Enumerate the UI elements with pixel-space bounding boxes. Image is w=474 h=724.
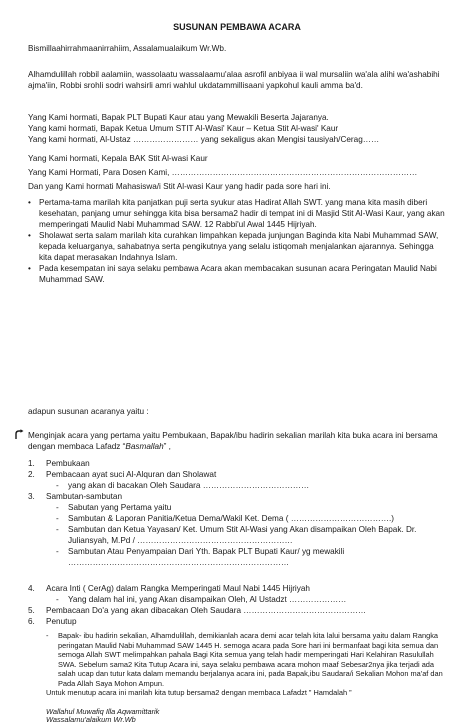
bullet-item: • Sholawat serta salam marilah kita curahkan limpahkan kepada junjungan Baginda kita Nabi Muhammad SAW, kepada keluarganya, sahabatnya serta pengikutnya yang selalu istiqomah menjalankan ajarannya. Sehingga kita dapat merasakan Indahnya Islam. [28, 230, 448, 263]
agenda-text: Acara Inti ( CerAg) dalam Rangka Memperingati Maul Nabi 1445 Hijriyah [46, 584, 310, 593]
bullet-item: • Pertama-tama marilah kita panjatkan puji serta syukur atas Hadirat Allah SWT. yang mana kita masih diberi kesehatan, panjang umur sehingga kita bisa bersama2 hadir di tempat ini di Masjid Stit Al-Wasi Kaur, yang akan memperingati Maulid Nabi Muhammad SAW. 12 Rabbi'ul Awal 1445 Hijriyah. [28, 197, 448, 230]
greeting-dosen: Yang Kami Hormati, Para Dosen Kami, ……………………………………………………………………………… [28, 168, 418, 177]
opening-announcement [28, 430, 448, 452]
opening-bullets [28, 197, 448, 285]
agenda-subitem: - Sambutan dan Ketua Yayasan/ Ket. Umum Stit Al-Wasi yang Akan disampaikan Oleh Bapak. Dr. Juliansyah, M.Pd / ………………………………………………… [56, 524, 444, 546]
greeting-line: Yang Kami hormati, Bapak PLT Bupati Kaur atau yang Mewakili Beserta Jajaranya. [28, 113, 329, 122]
hamdalah-closing: Untuk menutup acara ini marilah kita tutup bersama2 dengan membaca Lafadzt ” Hamdalah ” [46, 688, 352, 697]
agenda-item [28, 583, 444, 605]
document-title: SUSUNAN PEMBAWA ACARA [173, 22, 301, 32]
agenda-item [28, 491, 444, 568]
agenda-item [28, 616, 444, 627]
agenda-number: 1. [28, 459, 35, 468]
agenda-subitem: - Sabutan yang Pertama yaitu [56, 502, 444, 513]
greeting-line: Yang kami hormati, Bapak Ketua Umum STIT Al-Wasi' Kaur – Ketua Stit Al-wasi' Kaur [28, 124, 339, 133]
agenda-item [28, 458, 444, 469]
agenda-item [28, 605, 444, 616]
agenda-number: 4. [28, 584, 35, 593]
greeting-list [28, 112, 448, 145]
agenda-number: 3. [28, 492, 35, 501]
agenda-number: 6. [28, 617, 35, 626]
greeting-line: Yang kami hormati, Al-Ustaz …………………… yang sekaligus akan Mengisi tausiyah/Cerag…… [28, 135, 380, 144]
bullet-item: • Pada kesempatan ini saya selaku pembawa Acara akan membacakan susunan acara Peringatan Maulid Nabi Muhammad SAW. [28, 263, 448, 285]
announcement-end: ” , [163, 442, 171, 451]
opening-salam: Bismillaahirrahmaanirrahiim, Assalamualaikum Wr.Wb. [28, 44, 227, 53]
agenda-list-continued [28, 583, 444, 627]
agenda-text: Penutup [46, 617, 77, 626]
closing-remarks [46, 631, 448, 689]
hamdalah-paragraph: Alhamdulillah robbil aalamiin, wassolaatu wassalaamu'alaa asrofil anbiyaa ii wal mursaliin wa'ala alihi wa'ashabihi ajma'iin, Robbi srohli sodri wahsirli amri wahlul ukdatammillisaani yapkohul kauli amma ba'd. [28, 70, 440, 90]
curved-arrow-icon [14, 429, 25, 443]
agenda-number: 2. [28, 470, 35, 479]
wallahul-line: Wallahul Muwafiq Illa Aqwamittarik [46, 707, 160, 716]
agenda-subitem: - yang akan di bacakan Oleh Saudara ………………………………… [56, 480, 444, 491]
agenda-intro: adapun susunan acaranya yaitu : [28, 407, 149, 416]
announcement-text: Menginjak acara yang pertama yaitu Pembukaan, Bapak/ibu hadirin sekalian marilah kita buka acara ini bersama dengan membaca Lafadz “ [28, 431, 438, 451]
agenda-item [28, 469, 444, 491]
agenda-text: Pembacaan Do'a yang akan dibacakan Oleh Saudara ……………………………………… [46, 606, 367, 615]
agenda-list [28, 458, 444, 568]
agenda-text: Pembukaan [46, 459, 90, 468]
agenda-subitem: - Sambutan & Laporan Panitia/Ketua Dema/Wakil Ket. Dema ( ……………………………….) [56, 513, 444, 524]
agenda-subitem: - Sambutan Atau Penyampaian Dari Yth. Bapak PLT Bupati Kaur/ yg mewakili ……………………………………………………………………… [56, 546, 444, 568]
wassalam-line: Wassalamu'alaikum Wr.Wb [46, 715, 136, 724]
closing-paragraph: - Bapak- ibu hadirin sekalian, Alhamdulillah, demikianlah acara demi acar telah kita lalui bersama yaitu dalam Rangka peringatan Maulid Nabi Muhammad SAW 1445 H. semoga acara pada Sore hari ini bermanfaat bagi kita semua dan semoga Allah SWT melimpahkan pahala Bagi Kita semua yang telah hadir memperingati Hari Kelahiran Rasulullah SWA. Sebelum sama2 Kita Tutup Acara ini, saya selaku pembawa acara mohon maaf Sebesar2nya jika terjadi ada salah ucap dan tutur kata dalam memandu berjalanya acara ini, pada Bapak,ibu Saudara/i Sekalian Mohon ma'af dan Pada Allah Saya Mohon Ampun. [46, 631, 448, 689]
agenda-text: Sambutan-sambutan [46, 492, 123, 501]
greeting-kepala-bak: Yang Kami hormati, Kepala BAK Stit Al-wasi Kaur [28, 154, 208, 163]
agenda-number: 5. [28, 606, 35, 615]
agenda-subitem: - Yang dalam hal ini, yang Akan disampaikan Oleh, Al Ustadzt ………………… [56, 594, 444, 605]
greeting-mahasiswa: Dan yang Kami hormati Mahasiswa/i Stit Al-wasi Kaur yang hadir pada sore hari ini. [28, 182, 331, 191]
basmallah-word: Basmallah [125, 442, 164, 451]
agenda-text: Pembacaan ayat suci Al-Alquran dan Sholawat [46, 470, 217, 479]
